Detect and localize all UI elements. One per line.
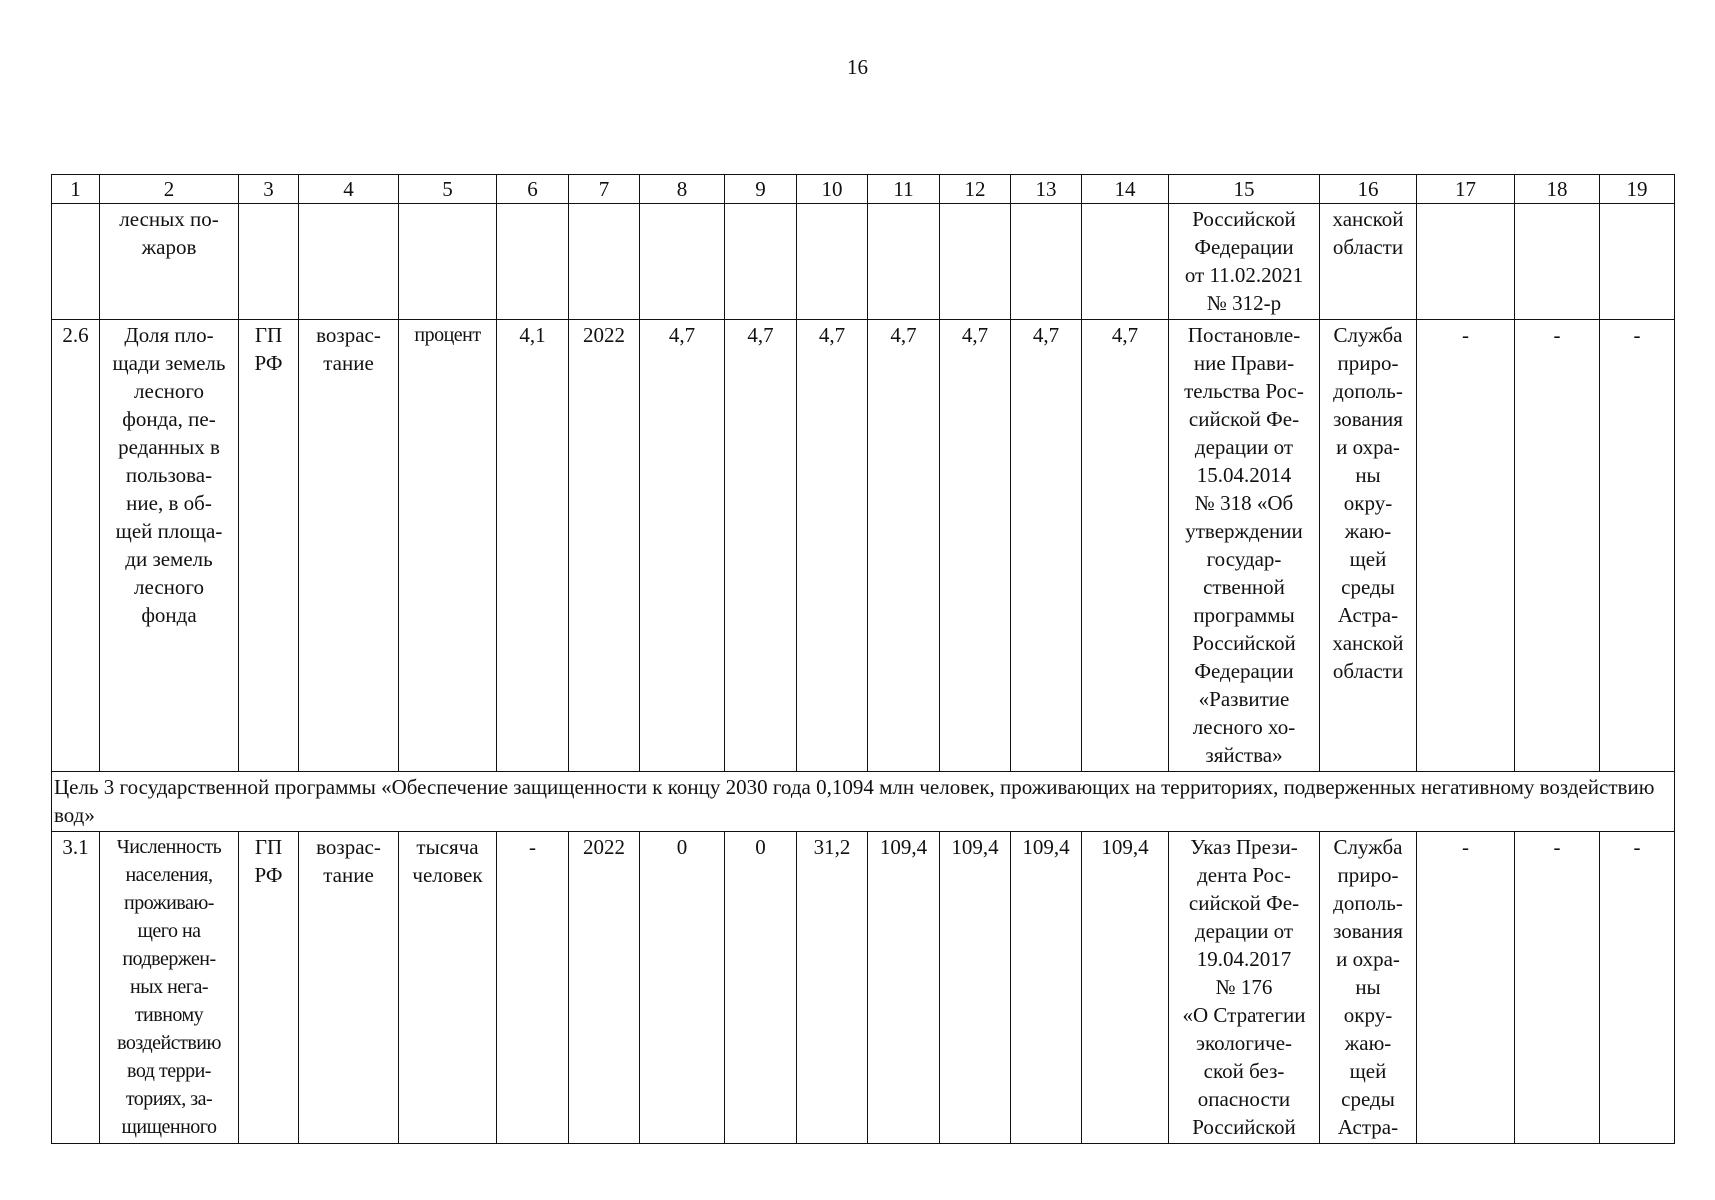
indicators-table: [51, 174, 1675, 1144]
column-number: 3: [239, 175, 299, 204]
table-cell: -: [1417, 832, 1515, 1144]
indicator-name-cell: Доля пло- щади земель лесного фонда, пе- реданных в пользова- ние, в об- щей площа- ди земель лесного фонда: [100, 320, 239, 772]
column-number: 19: [1600, 175, 1675, 204]
value-cell: 0: [725, 832, 797, 1144]
legal-basis-cell: Российской Федерации от 11.02.2021 № 312-р: [1169, 204, 1320, 320]
column-number: 14: [1082, 175, 1169, 204]
base-year-cell: 2022: [569, 320, 640, 772]
value-cell: 31,2: [797, 832, 868, 1144]
value-cell: 4,7: [1011, 320, 1082, 772]
base-year-cell: 2022: [569, 832, 640, 1144]
table-cell: -: [1600, 320, 1675, 772]
trend-cell: возрас- тание: [299, 320, 399, 772]
table-row-2-6: [52, 320, 1675, 772]
value-cell: 0: [640, 832, 725, 1144]
row-number-cell: 3.1: [52, 832, 100, 1144]
table-cell: [299, 204, 399, 320]
table-cell: -: [1600, 832, 1675, 1144]
unit-cell: тысяча человек: [399, 832, 497, 1144]
unit-cell: процент: [399, 320, 497, 772]
table-cell: -: [1515, 320, 1600, 772]
level-cell: ГП РФ: [239, 832, 299, 1144]
value-cell: 4,7: [940, 320, 1011, 772]
base-value-cell: -: [497, 832, 569, 1144]
table-cell: [497, 204, 569, 320]
goal-3-text: Цель 3 государственной программы «Обеспечение защищенности к концу 2030 года 0,1094 млн человек, проживающих на территориях, подверженных негативному воздействию вод»: [52, 772, 1675, 832]
column-number: 15: [1169, 175, 1320, 204]
column-number: 13: [1011, 175, 1082, 204]
base-value-cell: 4,1: [497, 320, 569, 772]
column-number: 4: [299, 175, 399, 204]
responsible-cell: Служба приро- дополь- зования и охра- ны окру- жаю- щей среды Астра- ханской области: [1320, 320, 1417, 772]
trend-cell: возрас- тание: [299, 832, 399, 1144]
legal-basis-cell: Указ Прези- дента Рос- сийской Фе- дерации от 19.04.2017 № 176 «О Стратегии экологиче- ской без- опасности Российской: [1169, 832, 1320, 1144]
column-number: 1: [52, 175, 100, 204]
value-cell: 109,4: [1011, 832, 1082, 1144]
value-cell: 4,7: [797, 320, 868, 772]
table-cell: [1082, 204, 1169, 320]
table-cell: [640, 204, 725, 320]
table-cell: [1600, 204, 1675, 320]
responsible-cell: Служба приро- дополь- зования и охра- ны окру- жаю- щей среды Астра-: [1320, 832, 1417, 1144]
value-cell: 109,4: [940, 832, 1011, 1144]
value-cell: 4,7: [725, 320, 797, 772]
table-row-3-1: [52, 832, 1675, 1144]
value-cell: 4,7: [868, 320, 940, 772]
column-number-row: [52, 175, 1675, 204]
table-cell: [940, 204, 1011, 320]
value-cell: 109,4: [1082, 832, 1169, 1144]
column-number: 8: [640, 175, 725, 204]
responsible-cell: ханской области: [1320, 204, 1417, 320]
table-cell: [569, 204, 640, 320]
column-number: 18: [1515, 175, 1600, 204]
value-cell: 4,7: [1082, 320, 1169, 772]
level-cell: ГП РФ: [239, 320, 299, 772]
value-cell: 4,7: [640, 320, 725, 772]
column-number: 11: [868, 175, 940, 204]
column-number: 6: [497, 175, 569, 204]
table-cell: [52, 204, 100, 320]
row-number-cell: 2.6: [52, 320, 100, 772]
table-cell: [725, 204, 797, 320]
column-number: 12: [940, 175, 1011, 204]
indicator-name-cell: Численность населения, проживаю- щего на подвержен- ных нега- тивному воздействию вод терри- ториях, за- щищенного: [100, 832, 239, 1144]
table-cell: [399, 204, 497, 320]
goal-row: [52, 772, 1675, 832]
column-number: 5: [399, 175, 497, 204]
page-number: 16: [847, 55, 868, 79]
column-number: 7: [569, 175, 640, 204]
table-cell: [868, 204, 940, 320]
table-row-continuation: [52, 204, 1675, 320]
table-cell: -: [1417, 320, 1515, 772]
table-cell: [239, 204, 299, 320]
column-number: 16: [1320, 175, 1417, 204]
table-cell: [1515, 204, 1600, 320]
indicator-name-cell: лесных по- жаров: [100, 204, 239, 320]
column-number: 9: [725, 175, 797, 204]
table-cell: [1417, 204, 1515, 320]
column-number: 17: [1417, 175, 1515, 204]
column-number: 2: [100, 175, 239, 204]
legal-basis-cell: Постановле- ние Прави- тельства Рос- сийской Фе- дерации от 15.04.2014 № 318 «Об утверждении государ- ственной программы Российской Федерации «Развитие лесного хо- зяйства»: [1169, 320, 1320, 772]
column-number: 10: [797, 175, 868, 204]
table-cell: [797, 204, 868, 320]
table-cell: -: [1515, 832, 1600, 1144]
value-cell: 109,4: [868, 832, 940, 1144]
table-cell: [1011, 204, 1082, 320]
